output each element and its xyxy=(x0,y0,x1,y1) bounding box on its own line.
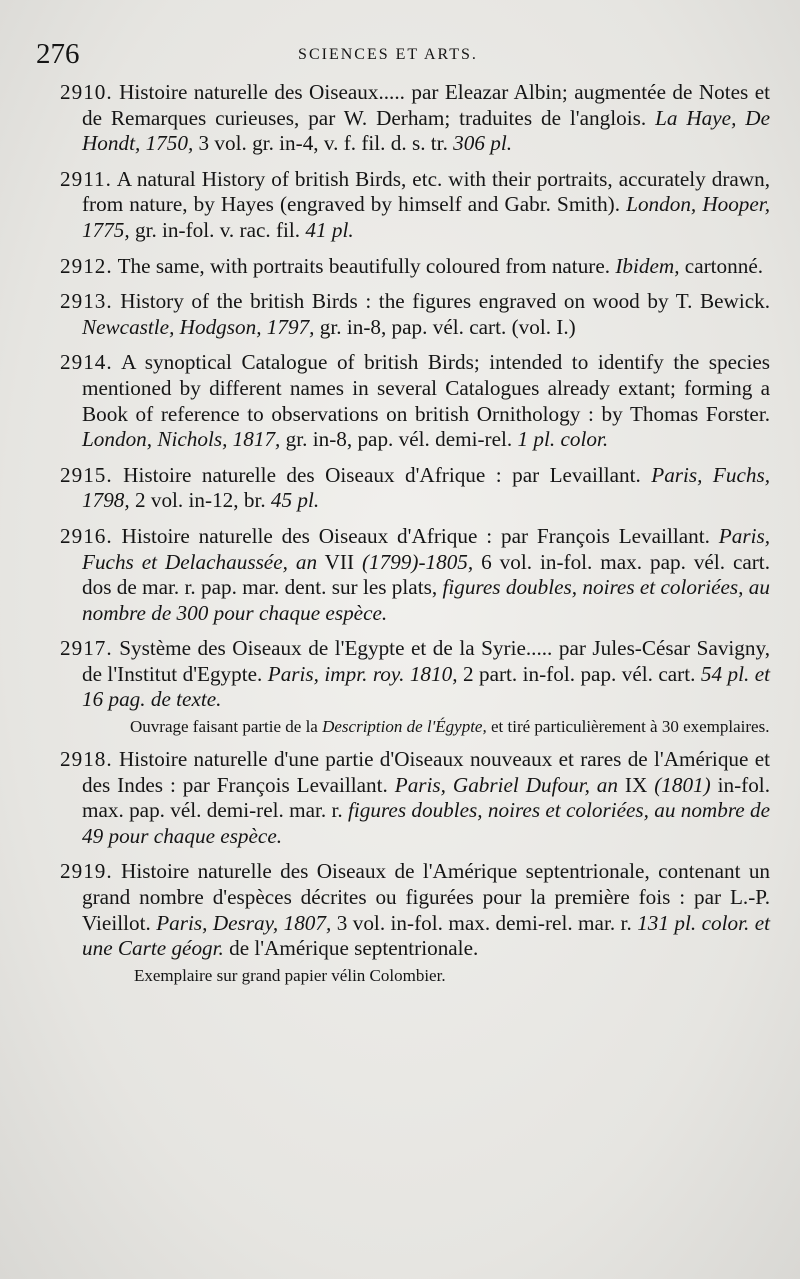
entry-number: 2914. xyxy=(60,350,113,375)
catalogue-entry xyxy=(60,747,771,849)
catalogue-entry xyxy=(60,462,770,514)
entry-text: gr. in-8, pap. vél. cart. (vol. I.) xyxy=(314,314,576,339)
entry-text-italic: 1 pl. color. xyxy=(517,427,609,452)
entry-text: Histoire naturelle des Oiseaux d'Afrique : par Levaillant. xyxy=(123,462,652,487)
catalogue-entries xyxy=(60,80,770,996)
entry-text-italic: figures doubles, noires et coloriées, au nombre de 300 pour chaque espèce. xyxy=(82,575,770,625)
entry-text: A synoptical Catalogue of british Birds; intended to identify the species mentioned by different names in several Catalogues already extant; forming a Book of reference to observations on british Ornithology : by Thomas Forster. xyxy=(82,350,770,426)
entry-number: 2912. xyxy=(60,253,113,278)
catalogue-entry xyxy=(60,289,771,340)
entry-text-italic: La Haye, De Hondt, 1750, xyxy=(82,105,770,156)
entry-text-italic: (1801) xyxy=(654,772,711,797)
entry-number: 2911. xyxy=(60,166,112,191)
entry-note xyxy=(130,717,770,737)
entry-text-italic: Paris, Gabriel Dufour, an xyxy=(394,772,618,797)
entry-number: 2916. xyxy=(60,523,113,548)
entry-text: cartonné. xyxy=(679,253,764,278)
entry-text-italic: London, Hooper, 1775, xyxy=(82,192,770,242)
entry-number: 2918. xyxy=(60,747,113,772)
entry-text: 2 vol. in-12, br. xyxy=(129,488,271,513)
catalogue-entry xyxy=(60,80,771,157)
entry-text-italic: Paris, Fuchs, 1798, xyxy=(82,462,770,513)
entry-note xyxy=(134,966,770,986)
entry-text: Histoire naturelle des Oiseaux de l'Amérique septentrionale, contenant un grand nombre d'espèces décrites ou figurées pour la première fois : par L.-P. Vieillot. xyxy=(82,859,770,935)
entry-text-italic: 54 pl. et 16 pag. de texte. xyxy=(82,661,770,712)
entry-number: 2915. xyxy=(60,462,113,487)
catalogue-entry xyxy=(60,859,771,961)
running-title: SCIENCES ET ARTS. xyxy=(298,46,478,63)
entry-text: The same, with portraits beautifully coloured from nature. xyxy=(117,253,616,278)
entry-text: Histoire naturelle des Oiseaux d'Afrique : par François Levaillant. xyxy=(121,523,719,548)
entry-text: de l'Amérique septentrionale. xyxy=(223,936,479,961)
note-text: Ouvrage faisant partie de la xyxy=(130,717,323,737)
entry-text: 6 vol. in-fol. max. pap. vél. cart. dos de mar. r. pap. mar. dent. sur les plats, xyxy=(82,549,770,600)
entry-text-italic: Newcastle, Hodgson, 1797, xyxy=(82,314,315,339)
entry-text: A natural History of british Birds, etc. with their portraits, accurately drawn, from nature, by Hayes (engraved by himself and Gabr. Smith). xyxy=(82,166,770,217)
entry-text: 3 vol. gr. in-4, v. f. fil. d. s. tr. xyxy=(193,131,454,156)
catalogue-entry xyxy=(60,636,770,713)
note-text: et tiré particulièrement à 30 exemplaires. xyxy=(486,717,770,737)
entry-text: 2 part. in-fol. pap. vél. cart. xyxy=(457,661,701,686)
catalogue-entry xyxy=(60,166,770,244)
entry-text-italic: 306 pl. xyxy=(453,131,513,156)
entry-text-italic: Ibidem, xyxy=(615,253,680,278)
entry-text: in-fol. max. pap. vél. demi-rel. mar. r. xyxy=(82,772,770,823)
entry-text-italic: Paris, impr. roy. 1810, xyxy=(267,661,458,686)
entry-text-italic: 41 pl. xyxy=(305,217,354,242)
entry-text: gr. in-8, pap. vél. demi-rel. xyxy=(280,427,518,452)
entry-text-italic: Paris, Fuchs et Delachaussée, an xyxy=(82,523,770,574)
entry-text: History of the british Birds : the figures engraved on wood by T. Bewick. xyxy=(120,289,771,314)
entry-number: 2917. xyxy=(60,636,113,661)
catalogue-entry xyxy=(60,523,770,626)
entry-text: Histoire naturelle d'une partie d'Oiseaux nouveaux et rares de l'Amérique et des Indes : par François Levaillant. xyxy=(82,747,771,797)
page-header xyxy=(36,38,740,72)
entry-number: 2919. xyxy=(60,859,113,884)
catalogue-entry xyxy=(60,253,770,280)
entry-number: 2910. xyxy=(60,80,113,104)
entry-text: gr. in-fol. v. rac. fil. xyxy=(129,217,306,242)
entry-text-italic: 45 pl. xyxy=(270,488,320,513)
entry-text-italic: London, Nichols, 1817, xyxy=(82,427,281,452)
entry-text-italic: figures doubles, noires et coloriées, au nombre de 49 pour chaque espèce. xyxy=(82,798,770,848)
entry-text: Système des Oiseaux de l'Egypte et de la Syrie..... par Jules-César Savigny, de l'Institut d'Egypte. xyxy=(82,636,770,686)
page-number: 276 xyxy=(36,38,80,70)
entry-text-italic: (1799)-1805, xyxy=(361,549,474,574)
entry-text: IX xyxy=(618,772,655,797)
entry-text-italic: 131 pl. color. et une Carte géogr. xyxy=(82,910,771,961)
entry-number: 2913. xyxy=(60,289,113,314)
entry-text: 3 vol. in-fol. max. demi-rel. mar. r. xyxy=(331,910,638,935)
note-text: Exemplaire sur grand papier vélin Colombier. xyxy=(134,965,446,985)
entry-text: Histoire naturelle des Oiseaux..... par Eleazar Albin; augmentée de Notes et de Remarques curieuses, par W. Derham; traduites de l'anglois. xyxy=(82,80,771,130)
catalogue-entry xyxy=(60,350,770,452)
entry-text-italic: Paris, Desray, 1807, xyxy=(156,910,332,935)
entry-text: VII xyxy=(317,549,362,574)
note-text-italic: Description de l'Égypte, xyxy=(322,717,487,737)
